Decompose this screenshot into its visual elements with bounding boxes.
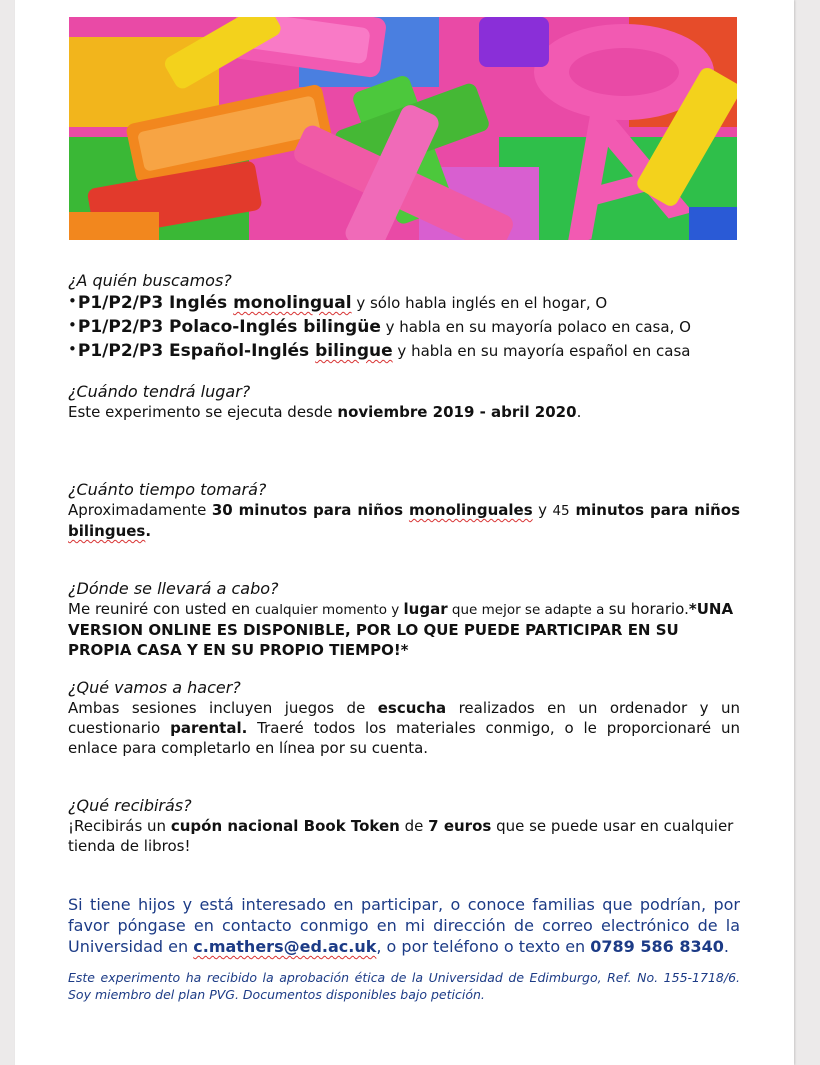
banner-image — [69, 17, 737, 240]
document-body — [68, 271, 740, 1003]
contact-text: Si tiene hijos y está interesado en participar, o conoce familias que podrían, por favor póngase en contacto conmigo en mi dirección de correo electrónico de la Universidad en c.mathers@ed.ac.uk, o por teléfono o texto en 0789 586 8340. — [68, 895, 740, 956]
howlong-text: Aproximadamente 30 minutos para niños monolinguales y 45 minutos para niños bilingues. — [68, 501, 740, 540]
ethics-footnote: Este experimento ha recibido la aprobación ética de la Universidad de Edimburgo, Ref. No. 155-1718/6. Soy miembro del plan PVG. Documentos disponibles bajo petición. — [68, 970, 740, 1002]
howlong-heading: ¿Cuánto tiempo tomará? — [68, 480, 267, 499]
bullet-polish: •P1/P2/P3 Polaco-Inglés bilingüe y habla en su mayoría polaco en casa, O — [68, 316, 691, 337]
receive-text: ¡Recibirás un cupón nacional Book Token de 7 euros que se puede usar en cualquier tienda de libros! — [68, 817, 734, 855]
who-heading: ¿A quién buscamos? — [68, 271, 232, 290]
where-text: Me reuniré con usted en cualquier momento y lugar que mejor se adapte a su horario.*UNA VERSION ONLINE ES DISPONIBLE, POR LO QUE PUEDE PARTICIPAR EN SU PROPIA CASA Y EN SU PROPIO TIEMPO!* — [68, 600, 734, 659]
phone-number: 0789 586 8340 — [590, 937, 724, 956]
what-text: Ambas sesiones incluyen juegos de escucha realizados en un ordenador y un cuestionario parental. Traeré todos los materiales conmigo, o le proporcionaré un enlace para completarlo en línea por su cuenta. — [68, 699, 740, 757]
email-link[interactable]: c.mathers@ed.ac.uk — [193, 937, 377, 956]
when-heading: ¿Cuándo tendrá lugar? — [68, 382, 251, 401]
what-heading: ¿Qué vamos a hacer? — [68, 678, 241, 697]
plastic-letters-illustration — [69, 17, 737, 240]
receive-heading: ¿Qué recibirás? — [68, 796, 192, 815]
document-page — [15, 0, 794, 1065]
when-text: Este experimento se ejecuta desde noviembre 2019 - abril 2020. — [68, 403, 582, 421]
where-heading: ¿Dónde se llevará a cabo? — [68, 579, 279, 598]
bullet-english: •P1/P2/P3 Inglés monolingual y sólo habla inglés en el hogar, O — [68, 292, 608, 313]
bullet-spanish: •P1/P2/P3 Español-Inglés bilingue y habla en su mayoría español en casa — [68, 340, 691, 361]
